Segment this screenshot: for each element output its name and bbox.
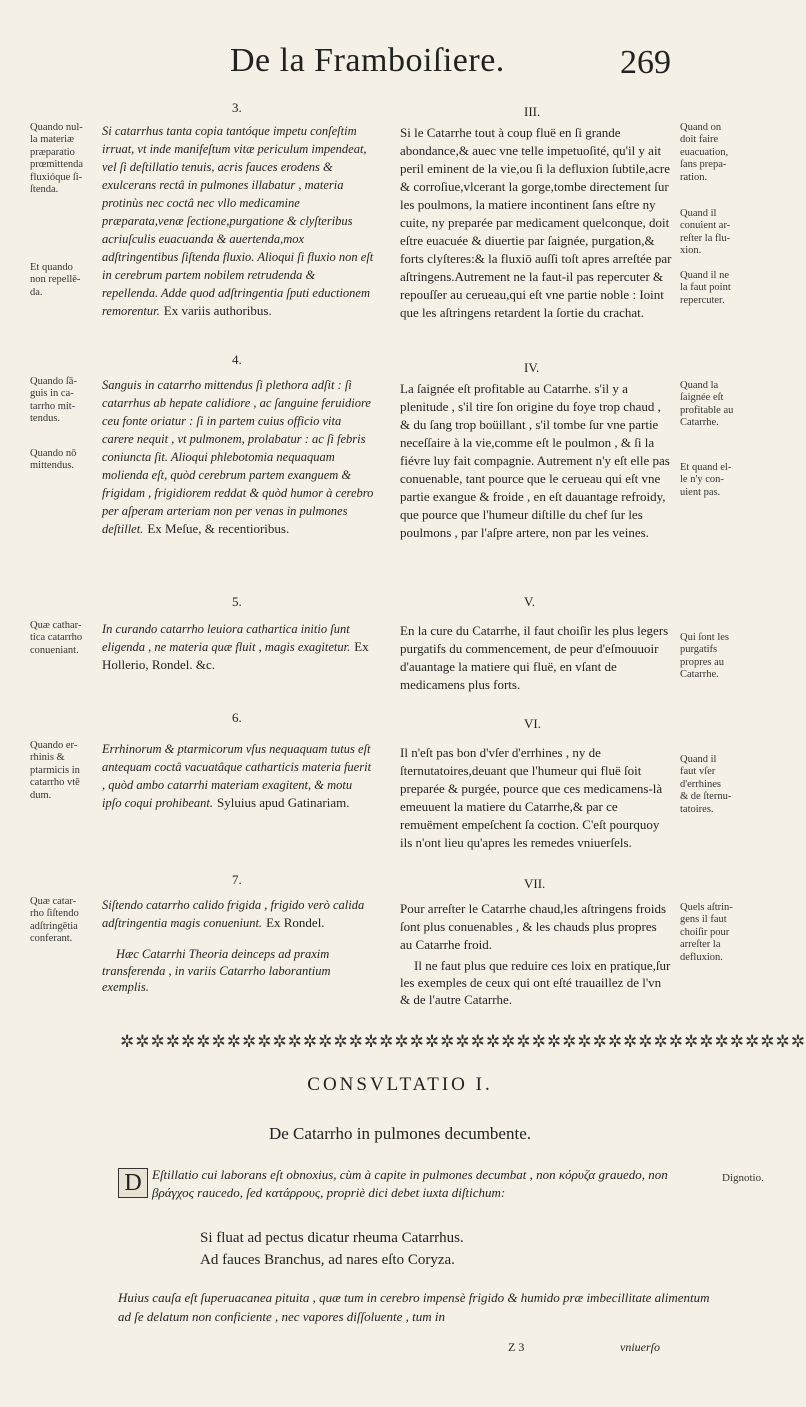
left-paragraph — [102, 896, 374, 932]
left-section-number: 7. — [232, 872, 242, 887]
right-section-number: VII. — [524, 876, 546, 891]
left-margin-note: Quando ſā- guis in ca- tarrho mit- tendus. — [30, 376, 77, 425]
right-margin-note: Quand il ne la faut point repercuter. — [680, 270, 731, 306]
right-paragraph — [400, 380, 672, 542]
page-number: 269 — [620, 44, 671, 81]
right-margin-note: Et quand el- le n'y con- uient pas. — [680, 462, 732, 498]
left-margin-note: Quæ catar- rho ſiſtendo adſtringētia conferant. — [30, 896, 79, 945]
ornament-rule: ✲✲✲✲✲✲✲✲✲✲✲✲✲✲✲✲✲✲✲✲✲✲✲✲✲✲✲✲✲✲✲✲✲✲✲✲✲✲✲✲✲✲✲✲✲ — [120, 1032, 806, 1051]
left-section-number: 5. — [232, 594, 242, 609]
right-margin-note: Quand il conuient ar- reſter la flu- xion. — [680, 208, 731, 257]
left-margin-note: Quando er- rhinis & ptarmicis in catarrho vtē dum. — [30, 740, 80, 801]
left-source-citation: Syluius apud Gatinariam. — [217, 795, 350, 810]
left-source-citation: Ex Rondel. — [266, 915, 325, 930]
left-paragraph — [102, 376, 374, 538]
left-paragraph — [102, 620, 374, 674]
left-margin-note: Quæ cathar- tica catarrho conueniant. — [30, 620, 83, 656]
right-margin-note: Quels aſtrin- gens il faut choiſir pour arreſter la defluxion. — [680, 902, 733, 963]
right-closing-paragraph: Il ne faut plus que reduire ces loix en pratique,ſur les exemples de ceux qui ont eſté trauaillez de l'vn & de l'autre Catarrhe. — [400, 958, 671, 1007]
right-paragraph-text: Pour arreſter le Catarrhe chaud,les aſtringens froids ſont plus conuenables , & les chauds plus propres au Catarrhe froid. — [400, 901, 667, 952]
left-section-number: 6. — [232, 710, 242, 725]
right-paragraph — [400, 622, 672, 694]
left-source-citation: Ex Meſue, & recentioribus. — [147, 521, 290, 536]
right-paragraph-text: Il n'eſt pas bon d'vſer d'errhines , ny de ſternutatoires,deuant que l'humeur qui fluë ſoit preparée & purgée, pource que ces medicamens-là emeuuent la matiere du Catarrhe,& par ce remuëment empeſchent ſa coction. C'eſt pourquoy ils n'ont lieu qu'apres les remedes vniuerſels. — [400, 745, 663, 850]
right-margin-note: Quand on doit faire euacuation, ſans prepa- ration. — [680, 122, 729, 183]
left-margin-note: Et quando non repellē- da. — [30, 262, 81, 298]
consultation-subtitle: De Catarrho in pulmones decumbente. — [268, 1124, 531, 1143]
left-paragraph — [102, 122, 374, 320]
left-paragraph-text: Errhinorum & ptarmicorum vſus nequaquam tutus eſt antequam coctâ vacuatâque catharticis materia fuerit , quòd ambo catarrhi materiam exagitent, & motu ipſo coqui prohibeant. — [102, 742, 372, 810]
right-section-number: IV. — [524, 360, 540, 375]
left-source-citation: Ex Hollerio, Rondel. &c. — [102, 639, 369, 672]
consultation-intro: Eſtillatio cui laborans eſt obnoxius, cùm à capite in pulmones decumbat , non κόρυζα grauedo, non βράγχος raucedo, ſed κατάρρους, propriè dici debet iuxta diſtichum: — [152, 1167, 668, 1200]
left-closing-paragraph: Hæc Catarrhi Theoria deinceps ad praxim transferenda , in variis Catarrho laborantium exemplis. — [102, 947, 331, 995]
right-paragraph — [400, 900, 672, 954]
distich-line-1: Si fluat ad pectus dicatur rheuma Catarrhus. — [200, 1230, 464, 1246]
signature-mark: Z 3 — [508, 1340, 525, 1354]
right-paragraph-text: La ſaignée eſt profitable au Catarrhe. s'il y a plenitude , s'il tire ſon origine du foye trop chaud , & du ſang trop boüillant , s'il tombe ſur vne partie neceſſaire à la vie,comme eſt le poulmon , & ſi la fiévre luy fait compagnie. Autrement n'y eſt elle pas conuenable, tant pource que le cerueau qui eſt vne partie exangue & froide , en eſt dauantage refroidy, que pource que l'humeur diſtille du chef ſur les poulmons , par l'aſpre artere, non par les veines. — [400, 381, 670, 540]
right-section-number: III. — [524, 104, 541, 119]
right-section-number: VI. — [524, 716, 541, 731]
left-margin-note: Quando nul- la materiæ præparatio prœmittenda fluxióque ſi- ſtenda. — [30, 122, 84, 196]
left-source-citation: Ex variis authoribus. — [163, 303, 272, 318]
dropcap-initial: D — [118, 1168, 148, 1198]
margin-note-dignotio: Dignotio. — [722, 1172, 764, 1184]
consultation-body: Huius cauſa eſt ſuperuacanea pituita , quæ tum in cerebro impensè frigido & humido præ imbecillitate alimentum ad ſe delatum non conficiente , nec vapores diſſoluente , tum in — [118, 1290, 710, 1324]
right-margin-note: Quand la ſaignée eſt profitable au Catarrhe. — [680, 380, 734, 429]
right-section-number: V. — [524, 594, 535, 609]
right-paragraph — [400, 744, 672, 852]
left-paragraph-text: In curando catarrho leuiora cathartica initio ſunt eligenda , ne materia quæ fluit , magis exagitetur. — [102, 622, 351, 654]
catchword: vniuerſo — [620, 1340, 660, 1354]
left-paragraph-text: Sanguis in catarrho mittendus ſi plethora adſit : ſi catarrhus ab hepate calidiore , ac ſanguine feruidiore ceu fonte oriatur : ſi in partem cuius officio vita carere nequit , vt pulmonem, prolabatur : ac ſi febris coniuncta ſit. Alioqui phlebotomia nequaquam molienda eſt, quòd cerebrum partem exanguem & frigidam , frigidiorem reddat & quòd humor à cerebro per aſperam arteriam non per venas in pulmones deſtillet. — [102, 378, 374, 536]
left-paragraph-text: Si catarrhus tanta copia tantóque impetu conſeſtim irruat, vt inde manifeſtum vitæ periculum impendeat, vel ſi deſtillatio tenuis, acris fauces erodens & exulcerans rectâ in pulmones illabatur , materia protinùs nec coctâ nec vllo medicamine præparata,venæ ſectione,purgatione & clyſteribus acriuſculis euacuanda & auertenda,mox adſtringentibus ſiſtenda fluxio. Alioqui ſi fluxio non eſt in cerebrum partem nobilem retrudenda & repellenda. Adde quod adſtringentia ſputi eductionem remorentur. — [102, 124, 374, 318]
right-margin-note: Quand il faut vſer d'errhines & de ſternu- tatoires. — [680, 754, 732, 815]
right-margin-note: Qui ſont les purgatifs propres au Catarrhe. — [680, 632, 729, 681]
left-paragraph-text: Siſtendo catarrho calido frigida , frigido verò calida adſtringentia magis conueniunt. — [102, 898, 365, 930]
left-paragraph — [102, 740, 374, 812]
distich-line-2: Ad fauces Branchus, ad nares eſto Coryza. — [200, 1252, 455, 1268]
left-margin-note: Quando nō mittendus. — [30, 448, 77, 472]
page-header — [0, 42, 800, 92]
consultation-title: CONSVLTATIO I. — [307, 1074, 493, 1095]
right-paragraph-text: Si le Catarrhe tout à coup fluë en ſi grande abondance,& auec vne telle impetuoſité, qu'il y ait peril eminent de la vie,ou ſi la defluxion ſubtile,acre & corroſiue,vlcerant la gorge,tombe directement ſur les poulmons, la matiere incontinent ſans eſtre ny cuite, ny preparée par medicament quelconque, doit eſtre euacuée & diuertie par ſaignée, purgation,& forts clyſteres:& la fluxiō auſſi toſt apres arreſtée par aſtringens.Autrement ne la faut-il pas repercuter & repouſſer au cerueau,qui eſt vne partie noble : Ioint que les aſtringens retardent la ſortie du crachat. — [400, 125, 672, 320]
right-paragraph-text: En la cure du Catarrhe, il faut choiſir les plus legers purgatifs du commencement, de peur d'eſmouuoir d'auantage la matiere qui fluë, en vſant de medicamens plus forts. — [400, 623, 669, 692]
right-paragraph — [400, 124, 672, 322]
running-title: De la Framboiſiere. — [230, 42, 505, 79]
left-section-number: 4. — [232, 352, 242, 367]
left-section-number: 3. — [232, 100, 242, 115]
